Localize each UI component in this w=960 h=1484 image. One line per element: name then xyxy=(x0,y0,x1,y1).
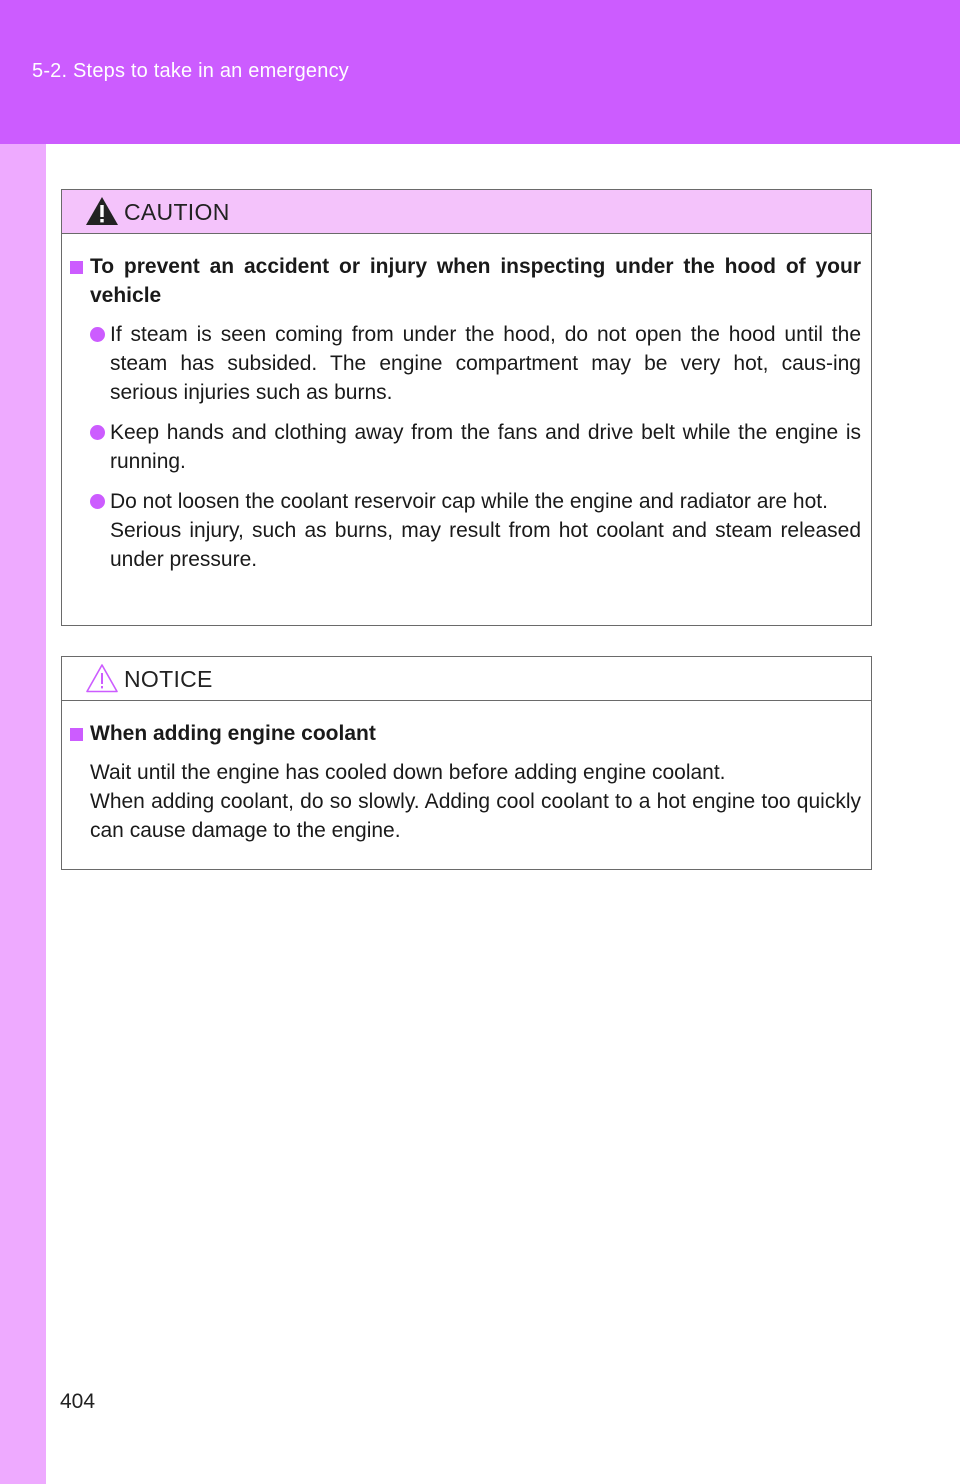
caution-bullet-text: Do not loosen the coolant reservoir cap while the engine and radiator are hot. xyxy=(110,490,828,513)
round-bullet-icon xyxy=(90,425,105,440)
notice-paragraph: When adding coolant, do so slowly. Adding cool coolant to a hot engine too quickly can cause damage to the engine. xyxy=(90,790,861,842)
notice-heading-text: When adding engine coolant xyxy=(90,722,376,745)
round-bullet-icon xyxy=(90,327,105,342)
warning-filled-icon xyxy=(85,196,119,226)
caution-body xyxy=(62,234,871,574)
square-bullet-icon xyxy=(70,728,83,741)
notice-body xyxy=(62,701,871,845)
warning-outline-icon xyxy=(85,663,119,693)
caution-bullet-text: If steam is seen coming from under the hood, do not open the hood until the steam has subsided. The engine compartment may be very hot, caus-ing serious injuries such as burns. xyxy=(110,323,861,404)
square-bullet-icon xyxy=(70,261,83,274)
caution-bullet xyxy=(90,487,861,574)
caution-heading-text: To prevent an accident or injury when inspecting under the hood of your vehicle xyxy=(90,255,861,307)
caution-box xyxy=(61,189,872,626)
section-title: 5-2. Steps to take in an emergency xyxy=(32,60,349,82)
notice-heading xyxy=(90,719,861,748)
caution-label: CAUTION xyxy=(124,199,230,225)
caution-bullet xyxy=(90,418,861,476)
notice-box xyxy=(61,656,872,870)
page-number: 404 xyxy=(60,1390,96,1413)
caution-header xyxy=(62,190,871,234)
notice-label: NOTICE xyxy=(124,666,213,692)
side-band xyxy=(0,144,46,1484)
notice-header xyxy=(62,657,871,701)
caution-bullet-continuation: Serious injury, such as burns, may result from hot coolant and steam released under pressure. xyxy=(110,519,861,571)
notice-paragraph: Wait until the engine has cooled down before adding engine coolant. xyxy=(90,761,726,784)
caution-bullet-text: Keep hands and clothing away from the fans and drive belt while the engine is running. xyxy=(110,421,861,473)
caution-heading xyxy=(90,252,861,310)
caution-bullet xyxy=(90,320,861,407)
round-bullet-icon xyxy=(90,494,105,509)
